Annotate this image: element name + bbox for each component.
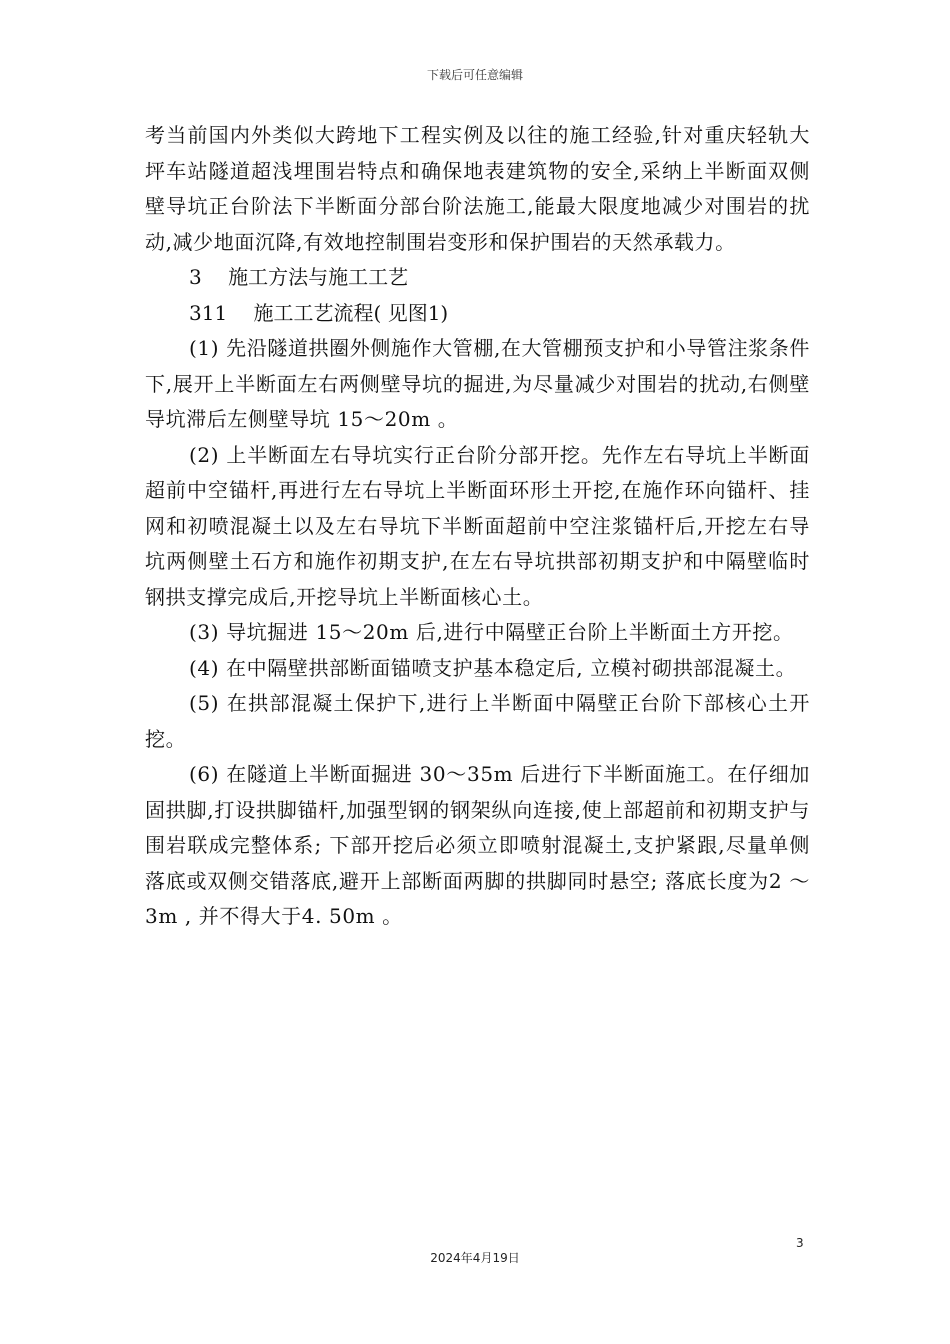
section-heading: 3 施工方法与施工工艺: [189, 265, 409, 289]
step-paragraph-6: (6) 在隧道上半断面掘进 30～35m 后进行下半断面施工。在仔细加固拱脚,打设拱脚锚杆,加强型钢的钢架纵向连接,使上部超前和初期支护与围岩联成完整体系; 下部开挖后必须立即喷射混凝土,支护紧跟,尽量单侧落底或双侧交错落底,避开上部断面两脚的拱脚同时悬空; 落底长度为2 ～ 3m , 并不得大于4. 50m 。: [145, 762, 810, 928]
step-paragraph-4: (4) 在中隔壁拱部断面锚喷支护基本稳定后, 立模衬砌拱部混凝土。: [189, 655, 797, 680]
document-body: [145, 118, 810, 935]
step-paragraph-5: (5) 在拱部混凝土保护下,进行上半断面中隔壁正台阶下部核心土开挖。: [145, 691, 810, 751]
intro-paragraph: 考当前国内外类似大跨地下工程实例及以往的施工经验,针对重庆轻轨大坪车站隧道超浅埋围岩特点和确保地表建筑物的安全,采纳上半断面双侧壁导坑正台阶法下半断面分部台阶法施工,能最大限度地减少对围岩的扰动,减少地面沉降,有效地控制围岩变形和保护围岩的天然承载力。: [145, 123, 810, 254]
page-footer-date: 2024年4月19日: [430, 1251, 520, 1265]
step-paragraph-2: (2) 上半断面左右导坑实行正台阶分部开挖。先作左右导坑上半断面超前中空锚杆,再进行左右导坑上半断面环形土开挖,在施作环向锚杆、挂网和初喷混凝土以及左右导坑下半断面超前中空注浆锚杆后,开挖左右导坑两侧壁土石方和施作初期支护,在左右导坑拱部初期支护和中隔壁临时钢拱支撑完成后,开挖导坑上半断面核心土。: [145, 442, 810, 609]
step-paragraph-3: (3) 导坑掘进 15～20m 后,进行中隔壁正台阶上半断面土方开挖。: [189, 620, 794, 644]
page-number: 3: [796, 1236, 804, 1250]
subsection-heading: 311 施工工艺流程( 见图1): [189, 300, 449, 325]
step-paragraph-1: (1) 先沿隧道拱圈外侧施作大管棚,在大管棚预支护和小导管注浆条件下,展开上半断面左右两侧壁导坑的掘进,为尽量减少对围岩的扰动,右侧壁导坑滞后左侧壁导坑 15～20m 。: [145, 336, 810, 431]
page-header: 下载后可任意编辑: [426, 68, 523, 82]
